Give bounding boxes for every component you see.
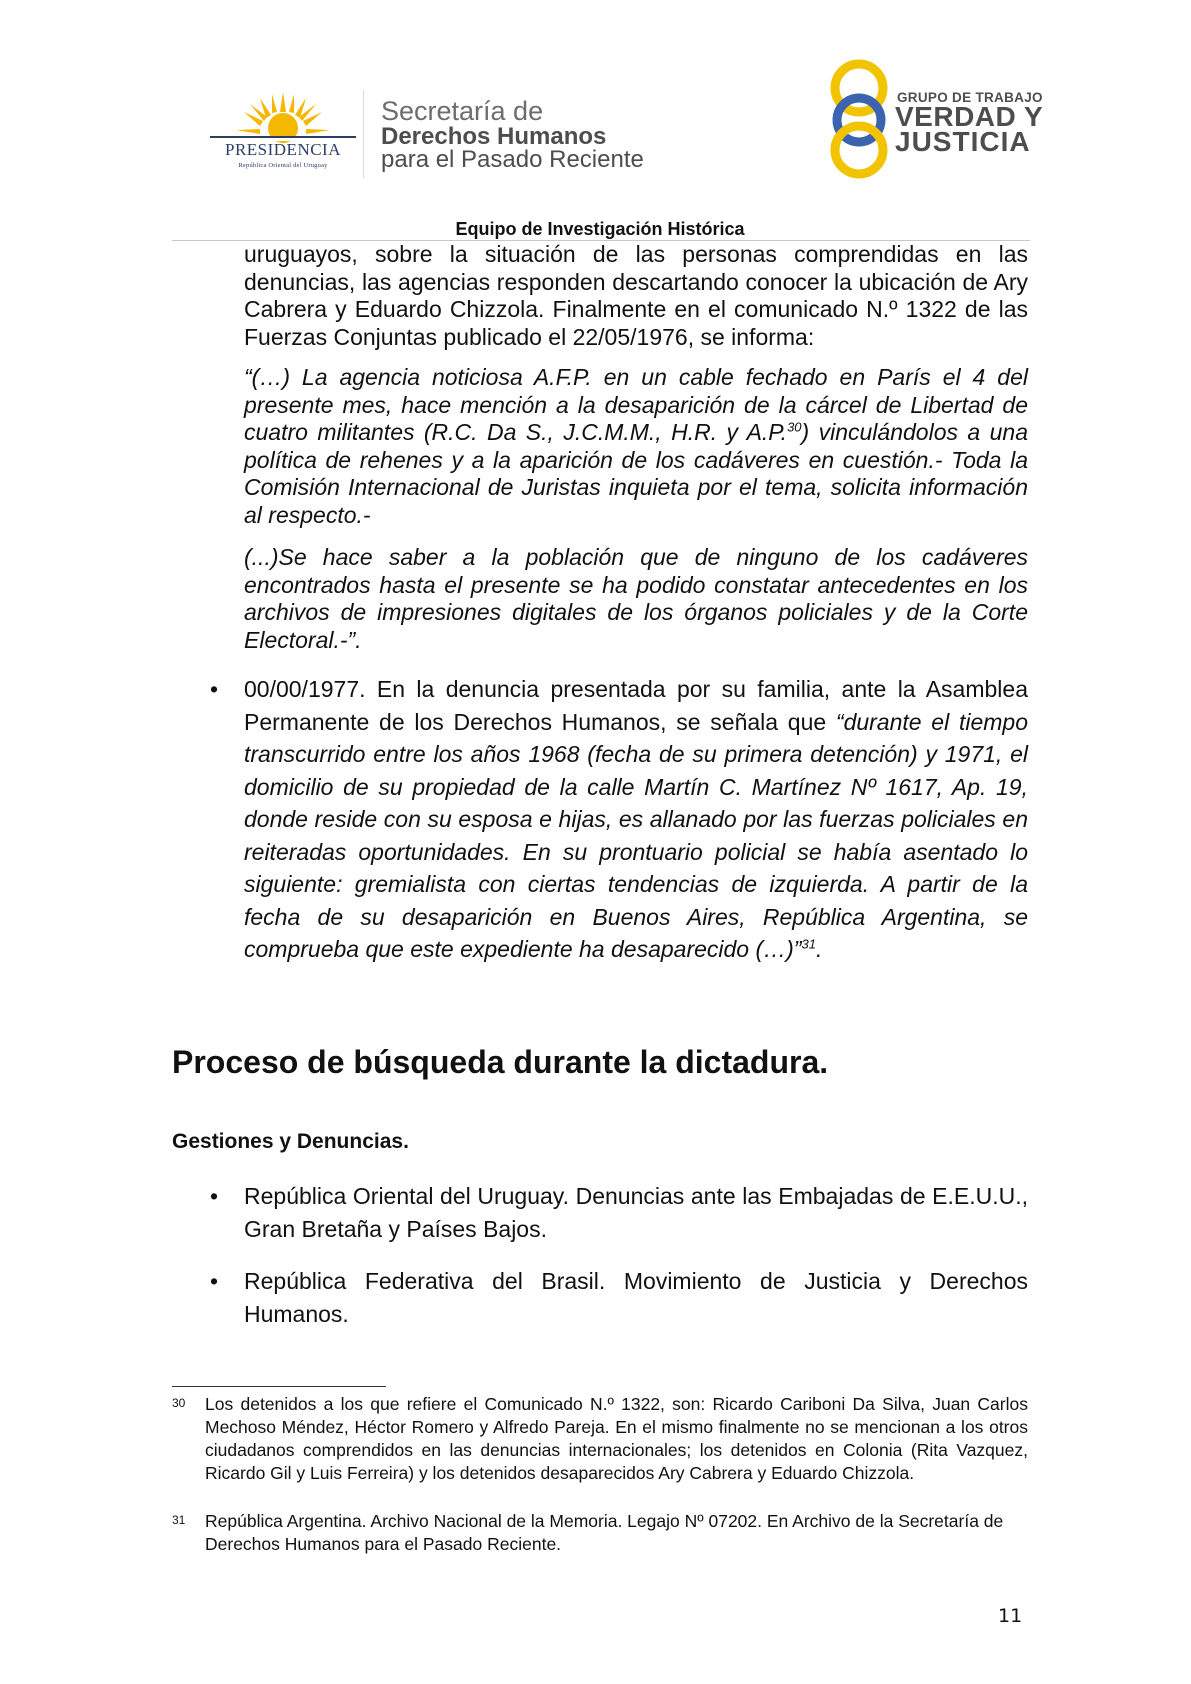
secretaria-line-1: Secretaría de [381,96,544,126]
paragraph-intro: uruguayos, sobre la situación de las personas comprendidas en las denuncias, las agencias responden descartando conocer la ubicación de Ary Cabrera y Eduardo Chizzola. Finalmente en el comunicado N.º 1322 de las Fuerzas Conjuntas publicado el 22/05/1976, se informa: [244,241,1028,350]
quote-part-a: “(…) La agencia noticiosa A.F.P. en un cable fechado en París el 4 del presente mes, hace mención a la desaparición de la cárcel de Libertad de cuatro militantes (R.C. Da S., J.C.M.M., H.R. y A.P. [244,364,1028,445]
grupo-trabajo-label: GRUPO DE TRABAJO [897,90,1043,105]
bullet-end: . [815,936,823,962]
presidencia-label: PRESIDENCIA [224,140,341,159]
footnote-number-31: 31 [172,1513,186,1527]
subsection-heading: Gestiones y Denuncias. [172,1130,409,1153]
presidencia-subtitle: República Oriental del Uruguay [238,162,328,169]
secretaria-line-2: Derechos Humanos [381,123,607,150]
footnote-31: República Argentina. Archivo Nacional de la Memoria. Legajo Nº 07202. En Archivo de la Secretaría de Derechos Humanos para el Pasado Reciente. [205,1511,1004,1554]
bullet-brasil: República Federativa del Brasil. Movimiento de Justicia y Derechos Humanos. [244,1268,1028,1327]
verdad-justicia-rings-logo [826,58,892,180]
header-divider [363,90,364,178]
bullet-uruguay: República Oriental del Uruguay. Denuncias ante las Embajadas de E.E.U.U., Gran Bretaña y Países Bajos. [244,1183,1028,1242]
verdad-y-label: VERDAD Y [895,101,1044,132]
secretaria-line-3: para el Pasado Reciente [381,146,644,173]
justicia-label: JUSTICIA [895,126,1031,157]
bullet-icon: • [210,1268,219,1294]
bullet-icon: • [210,676,219,702]
footnote-ref-30[interactable]: 30 [787,419,802,435]
team-title: Equipo de Investigación Histórica [455,219,745,239]
bullet-italic-quote: “durante el tiempo transcurrido entre los años 1968 (fecha de su primera detención) y 1971, el domicilio de su propiedad de la calle Martín C. Martínez Nº 1617, Ap. 19, donde reside con su esposa e hijas, es allanado por las fuerzas policiales en reiteradas oportunidades. En su prontuario policial se había asentado lo siguiente: gremialista con ciertas tendencias de izquierda. A partir de la fecha de su desaparición en Buenos Aires, República Argentina, se comprueba que este expediente ha desaparecido (…)” [244,708,1028,962]
quote-part-b: ) vinculándolos a una política de rehenes y a la aparición de los cadáveres en cuestión.- Toda la Comisión Internacional de Juristas inquieta por el tema, solicita información al respecto.- [244,419,1028,528]
footnote-rule [172,1386,386,1387]
quote-communique [244,364,1028,529]
footnote-30: Los detenidos a los que refiere el Comunicado N.º 1322, son: Ricardo Cariboni Da Silva, Juan Carlos Mechoso Méndez, Héctor Romero y Alfredo Pareja. En el mismo finalmente no se mencionan a los otros ciudadanos comprendidos en las denuncias internacionales; los detenidos en Colonia (Rita Vazquez, Ricardo Gil y Luis Ferreira) y los detenidos desaparecidos Ary Cabrera y Eduardo Chizzola. [205,1394,1028,1483]
footnote-ref-31[interactable]: 31 [801,936,816,952]
footnote-number-30: 30 [172,1396,186,1410]
quote-continuation: (...)Se hace saber a la población que de ninguno de los cadáveres encontrados hasta el presente se ha podido constatar antecedentes en los archivos de impresiones digitales de los órganos policiales y de la Corte Electoral.-”. [244,544,1028,653]
section-heading: Proceso de búsqueda durante la dictadura. [172,1044,829,1080]
bullet-denuncia-1977 [244,673,1028,966]
bullet-plain-text: 00/00/1977. En la denuncia presentada por su familia, ante la Asamblea Permanente de los Derechos Humanos, se señala que [244,676,1028,735]
page-number: 11 [998,1605,1023,1627]
bullet-icon: • [210,1183,219,1209]
